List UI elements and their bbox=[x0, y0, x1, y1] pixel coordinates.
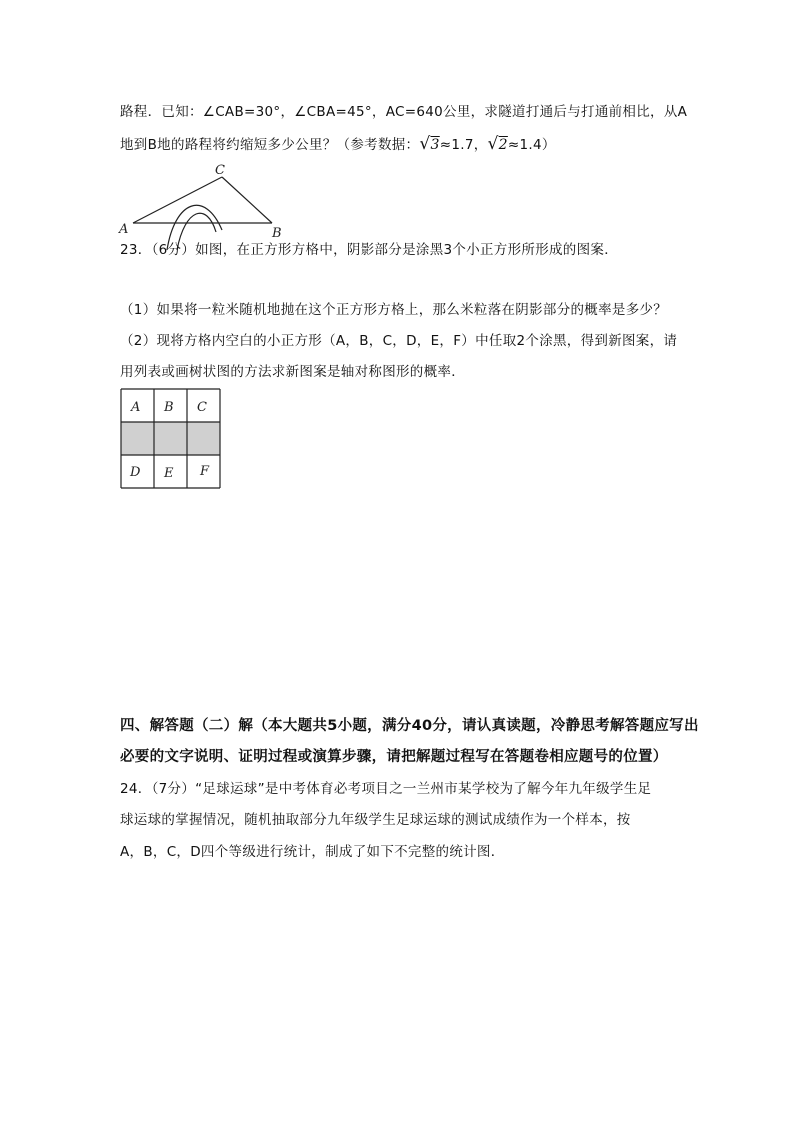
section-4-heading-line-1: 四、解答题（二）解（本大题共5小题，满分40分，请认真读题，冷静思考解答题应写出 bbox=[120, 718, 699, 734]
side-cb bbox=[222, 177, 272, 223]
q23-part-2-line-1: （2）现将方格内空白的小正方形（A，B，C，D，E，F）中任取2个涂黑，得到新图案，请 bbox=[120, 333, 678, 349]
q22-text-line-2 bbox=[120, 134, 556, 155]
side-ac bbox=[133, 177, 222, 223]
q23-part-2-line-2: 用列表或画树状图的方法求新图案是轴对称图形的概率． bbox=[120, 364, 465, 380]
cell-label-e: E bbox=[164, 466, 174, 481]
sqrt3-value: ≈1.7， bbox=[439, 137, 488, 153]
sqrt3-radicand: 3 bbox=[430, 137, 440, 153]
cell-label-f: F bbox=[200, 464, 210, 479]
q24-text-line-3: A，B，C，D四个等级进行统计，制成了如下不完整的统计图． bbox=[120, 844, 505, 860]
section-4-heading-line-2: 必要的文字说明、证明过程或演算步骤，请把解题过程写在答题卷相应题号的位置） bbox=[120, 749, 668, 765]
cell-label-d: D bbox=[130, 465, 141, 480]
sqrt2-radicand: 2 bbox=[498, 137, 508, 153]
q24-text-line-1: 24．（7分）“足球运球”是中考体育必考项目之一兰州市某学校为了解今年九年级学生足 bbox=[120, 781, 652, 797]
q23-part-1: （1）如果将一粒米随机地抛在这个正方形方格上，那么米粒落在阴影部分的概率是多少？ bbox=[120, 302, 668, 318]
q24-text-line-2: 球运球的掌握情况，随机抽取部分九年级学生足球运球的测试成绩作为一个样本，按 bbox=[120, 812, 631, 828]
sqrt-symbol: √ bbox=[419, 134, 431, 154]
cell-label-a: A bbox=[131, 400, 141, 415]
cell-label-b: B bbox=[164, 400, 174, 415]
q23-header: 23．（6分）如图，在正方形方格中，阴影部分是涂黑3个小正方形所形成的图案． bbox=[120, 242, 619, 258]
shaded-middle-row bbox=[121, 422, 220, 455]
cell-label-c: C bbox=[197, 400, 207, 415]
sqrt2-value: ≈1.4） bbox=[507, 137, 556, 153]
q22-text-line-1: 路程．已知：∠CAB=30°，∠CBA=45°，AC=640公里，求隧道打通后与打通前相比，从A bbox=[120, 104, 688, 120]
label-a: A bbox=[119, 222, 129, 237]
label-c: C bbox=[215, 163, 225, 178]
square-grid-figure bbox=[120, 388, 222, 490]
sqrt-symbol: √ bbox=[487, 134, 499, 154]
q22-text-prefix: 地到B地的路程将约缩短多少公里？（参考数据： bbox=[120, 137, 420, 153]
label-b: B bbox=[272, 226, 282, 241]
